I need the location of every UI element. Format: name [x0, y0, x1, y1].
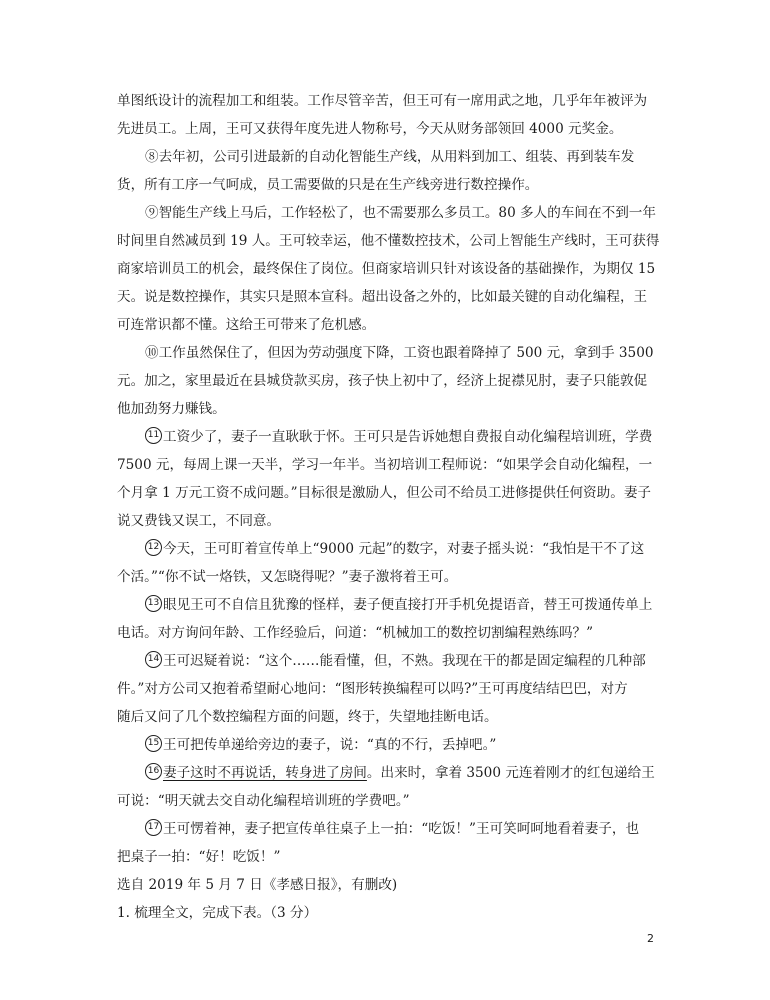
text-line: 7500 元，每周上课一天半，学习一年半。当初培训工程师说：“如果学会自动化编程，一 [117, 457, 653, 473]
text-line: 把桌子一拍：“好！吃饭！” [117, 849, 281, 865]
text-line: 说又费钱又误工，不同意。 [117, 513, 281, 529]
paragraph-16 [145, 763, 655, 783]
paragraph-11 [145, 427, 652, 447]
text-line: 单图纸设计的流程加工和组装。工作尽管辛苦，但王可有一席用武之地，几乎年年被评为 [117, 93, 648, 109]
paragraph-13 [145, 595, 652, 615]
text-line: 可说：“明天就去交自动化编程培训班的学费吧。” [117, 793, 410, 809]
paragraph-number: 14 [145, 651, 162, 668]
text-line: 元。加之，家里最近在县城贷款买房，孩子快上初中了，经济上捉襟见肘，妻子只能敦促 [117, 373, 648, 389]
text-line: 个活。”“你不试一烙铁，又怎晓得呢？”妻子激将着王可。 [117, 569, 458, 585]
text-line: 个月拿 1 万元工资不成问题。”目标很是激励人，但公司不给员工进修提供任何资助。妻子 [117, 485, 651, 501]
paragraph-text: 今天，王可盯着宣传单上“9000 元起”的数字，对妻子摇头说：“我怕是干不了这 [163, 541, 645, 557]
text-line: 时间里自然减员到 19 人。王可较幸运，他不懂数控技术，公司上智能生产线时，王可获得 [117, 233, 660, 249]
paragraph-number: 16 [145, 763, 162, 780]
paragraph-number: 17 [145, 819, 162, 836]
paragraph-12 [145, 539, 644, 559]
paragraph-text: 王可迟疑着说：“这个……能看懂，但，不熟。我现在干的都是固定编程的几种部 [163, 653, 646, 669]
paragraph-number: 11 [145, 427, 162, 444]
paragraph-8: ⑧去年初，公司引进最新的自动化智能生产线，从用料到加工、组装、再到装车发 [145, 149, 635, 165]
page-number: 2 [647, 932, 654, 945]
text-line: 件。”对方公司又抱着希望耐心地问：“图形转换编程可以吗?”王可再度结结巴巴，对方 [117, 681, 628, 697]
text-line: 可连常识都不懂。这给王可带来了危机感。 [117, 317, 376, 333]
paragraph-number: 12 [145, 539, 162, 556]
paragraph-17 [145, 819, 639, 839]
paragraph-text: 。出来时，拿着 3500 元连着刚才的红包递给王 [366, 765, 655, 781]
paragraph-14 [145, 651, 646, 671]
text-line: 先进员工。上周，王可又获得年度先进人物称号，今天从财务部领回 4000 元奖金。 [117, 121, 623, 137]
question-1: 1. 梳理全文，完成下表。（3 分） [117, 905, 318, 921]
text-line: 电话。对方询问年龄、工作经验后，问道：“机械加工的数控切割编程熟练吗？” [117, 625, 594, 641]
paragraph-number: 15 [145, 735, 162, 752]
paragraph-text: 王可把传单递给旁边的妻子，说：“真的不行，丢掉吧。” [163, 737, 497, 753]
paragraph-10: ⑩工作虽然保住了，但因为劳动强度下降，工资也跟着降掉了 500 元，拿到手 3500 [145, 345, 654, 361]
underlined-sentence: 妻子这时不再说话，转身进了房间 [163, 765, 367, 781]
paragraph-15 [145, 735, 496, 755]
text-line: 随后又问了几个数控编程方面的问题，终于，失望地挂断电话。 [117, 709, 498, 725]
text-line: 天。说是数控操作，其实只是照本宣科。超出设备之外的，比如最关键的自动化编程，王 [117, 289, 648, 305]
text-line: 商家培训员工的机会，最终保住了岗位。但商家培训只针对该设备的基础操作，为期仅 15 [117, 261, 656, 277]
paragraph-text: 眼见王可不自信且犹豫的怪样，妻子便直接打开手机免提语音，替王可拨通传单上 [163, 597, 653, 613]
text-line: 货，所有工序一气呵成，员工需要做的只是在生产线旁进行数控操作。 [117, 177, 539, 193]
text-line: 他加劲努力赚钱。 [117, 401, 226, 417]
source-citation: 选自 2019 年 5 月 7 日《孝感日报》，有删改) [117, 877, 398, 893]
paragraph-number: 13 [145, 595, 162, 612]
paragraph-text: 工资少了，妻子一直耿耿于怀。王可只是告诉她想自费报自动化编程培训班，学费 [163, 429, 653, 445]
paragraph-text: 王可愣着神，妻子把宣传单往桌子上一拍：“吃饭！”王可笑呵呵地看着妻子，也 [163, 821, 640, 837]
paragraph-9: ⑨智能生产线上马后，工作轻松了，也不需要那么多员工。80 多人的车间在不到一年 [145, 205, 656, 221]
